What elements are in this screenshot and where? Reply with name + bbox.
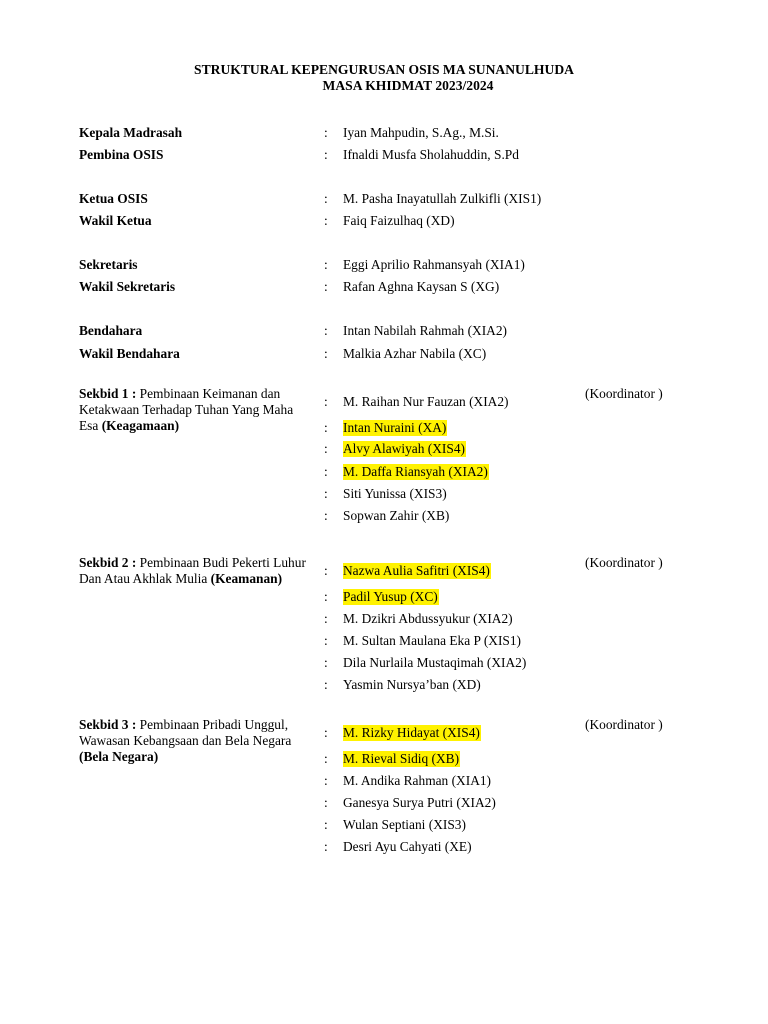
colon: : <box>324 773 328 788</box>
colon: : <box>324 394 328 409</box>
officer-label: Sekretaris <box>79 257 138 272</box>
colon: : <box>324 257 328 272</box>
member-name: M. Sultan Maulana Eka P (XIS1) <box>343 633 522 648</box>
sekbid-desc: Pembinaan Pribadi Unggul, Wawasan Kebangsaan dan Bela Negara <box>79 717 292 749</box>
officer-value: Iyan Mahpudin, S.Ag., M.Si. <box>343 125 499 140</box>
colon: : <box>324 655 328 670</box>
officer-value: M. Pasha Inayatullah Zulkifli (XIS1) <box>343 191 542 206</box>
sekbid-desc: Pembinaan Budi Pekerti Luhur Dan Atau Akhlak Mulia <box>79 555 306 587</box>
officer-value: Rafan Aghna Kaysan S (XG) <box>343 279 500 294</box>
sekbid-prefix: Sekbid 3 : <box>79 717 137 732</box>
member-name: M. Dzikri Abdussyukur (XIA2) <box>343 611 513 626</box>
sekbid-tag: (Keamanan) <box>210 571 283 587</box>
colon: : <box>324 486 328 501</box>
colon: : <box>324 611 328 626</box>
member-name-highlighted: M. Rizky Hidayat (XIS4) <box>343 725 480 740</box>
officer-value: Malkia Azhar Nabila (XC) <box>343 346 487 361</box>
officer-label: Wakil Ketua <box>79 213 152 228</box>
member-name: Dila Nurlaila Mustaqimah (XIA2) <box>343 655 527 670</box>
officer-value: Faiq Faizulhaq (XD) <box>343 213 455 228</box>
member-name: Siti Yunissa (XIS3) <box>343 486 447 501</box>
officer-value: Intan Nabilah Rahmah (XIA2) <box>343 323 507 338</box>
member-name: Yasmin Nursya’ban (XD) <box>343 677 481 692</box>
colon: : <box>324 441 328 456</box>
colon: : <box>324 839 328 854</box>
sekbid-description <box>79 717 311 765</box>
member-name: Ganesya Surya Putri (XIA2) <box>343 795 496 810</box>
colon: : <box>324 817 328 832</box>
colon: : <box>324 213 328 228</box>
colon: : <box>324 323 328 338</box>
officer-value: Eggi Aprilio Rahmansyah (XIA1) <box>343 257 525 272</box>
colon: : <box>324 420 328 435</box>
sekbid-description <box>79 555 311 587</box>
colon: : <box>324 125 328 140</box>
colon: : <box>324 147 328 162</box>
koordinator-label: (Koordinator ) <box>585 717 663 732</box>
officer-label: Kepala Madrasah <box>79 125 183 140</box>
officer-label: Pembina OSIS <box>79 147 164 162</box>
member-name: Wulan Septiani (XIS3) <box>343 817 466 832</box>
member-name: Desri Ayu Cahyati (XE) <box>343 839 472 854</box>
colon: : <box>324 191 328 206</box>
colon: : <box>324 633 328 648</box>
document-subtitle: MASA KHIDMAT 2023/2024 <box>322 78 494 93</box>
member-name-highlighted: Intan Nuraini (XA) <box>343 420 447 435</box>
colon: : <box>324 589 328 604</box>
member-name: Sopwan Zahir (XB) <box>343 508 450 523</box>
sekbid-prefix: Sekbid 2 : <box>79 555 137 570</box>
member-name: M. Raihan Nur Fauzan (XIA2) <box>343 394 509 409</box>
member-name-highlighted: Nazwa Aulia Safitri (XIS4) <box>343 563 490 578</box>
colon: : <box>324 508 328 523</box>
colon: : <box>324 725 328 740</box>
officer-label: Wakil Bendahara <box>79 346 180 361</box>
koordinator-label: (Koordinator ) <box>585 386 663 401</box>
member-name-highlighted: Padil Yusup (XC) <box>343 589 438 604</box>
colon: : <box>324 279 328 294</box>
sekbid-description <box>79 386 311 434</box>
officer-label: Ketua OSIS <box>79 191 148 206</box>
koordinator-label: (Koordinator ) <box>585 555 663 570</box>
colon: : <box>324 677 328 692</box>
sekbid-tag: (Keagamaan) <box>101 418 180 434</box>
member-name-highlighted: M. Rieval Sidiq (XB) <box>343 751 460 766</box>
member-name: M. Andika Rahman (XIA1) <box>343 773 492 788</box>
officer-label: Bendahara <box>79 323 143 338</box>
member-name-highlighted: Alvy Alawiyah (XIS4) <box>343 441 465 456</box>
officer-value: Ifnaldi Musfa Sholahuddin, S.Pd <box>343 147 519 162</box>
colon: : <box>324 346 328 361</box>
colon: : <box>324 795 328 810</box>
officer-label: Wakil Sekretaris <box>79 279 176 294</box>
member-name-highlighted: M. Daffa Riansyah (XIA2) <box>343 464 488 479</box>
document-title: STRUKTURAL KEPENGURUSAN OSIS MA SUNANULHUDA <box>194 62 574 77</box>
sekbid-tag: (Bela Negara) <box>79 749 159 765</box>
sekbid-desc: Pembinaan Keimanan dan Ketakwaan Terhadap Tuhan Yang Maha Esa <box>79 386 294 434</box>
colon: : <box>324 751 328 766</box>
colon: : <box>324 464 328 479</box>
colon: : <box>324 563 328 578</box>
sekbid-prefix: Sekbid 1 : <box>79 386 137 401</box>
